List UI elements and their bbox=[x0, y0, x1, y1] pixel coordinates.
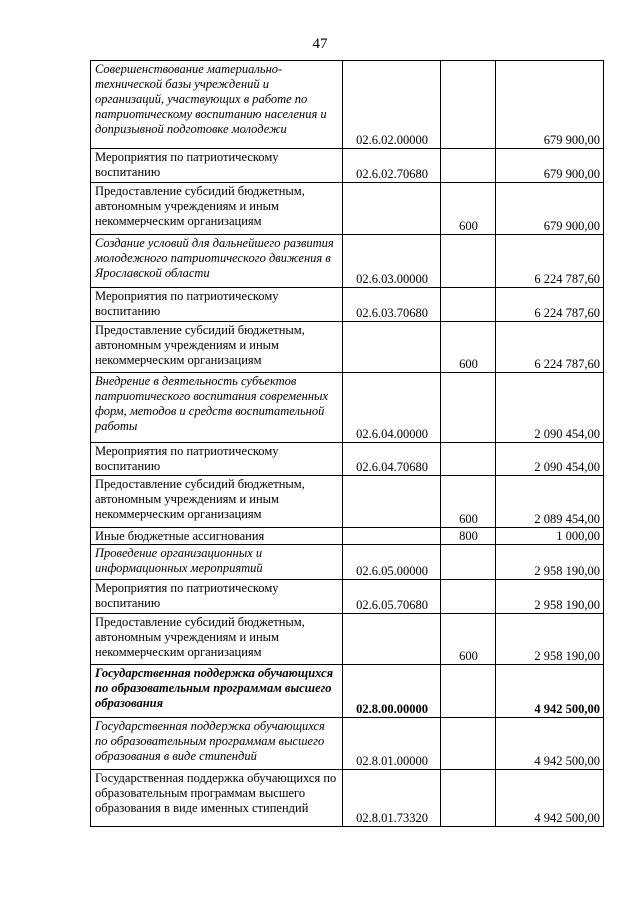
item-name-cell: Предоставление субсидий бюджетным, автономным учреждениям и иным некоммерческим организациям bbox=[91, 614, 343, 665]
table-row bbox=[91, 61, 604, 149]
amount-cell: 679 900,00 bbox=[496, 61, 604, 149]
table-row bbox=[91, 545, 604, 580]
expense-type-cell bbox=[441, 443, 496, 476]
budget-table-body bbox=[91, 61, 604, 827]
table-row bbox=[91, 718, 604, 770]
target-code-cell: 02.6.04.70680 bbox=[343, 443, 441, 476]
amount-cell: 2 090 454,00 bbox=[496, 373, 604, 443]
item-name-cell: Предоставление субсидий бюджетным, автономным учреждениям и иным некоммерческим организациям bbox=[91, 322, 343, 373]
table-row bbox=[91, 373, 604, 443]
amount-cell: 4 942 500,00 bbox=[496, 665, 604, 718]
item-name-cell: Предоставление субсидий бюджетным, автономным учреждениям и иным некоммерческим организациям bbox=[91, 476, 343, 528]
item-name-cell: Внедрение в деятельность субъектов патриотического воспитания современных форм, методов и средств воспитательной работы bbox=[91, 373, 343, 443]
item-name-cell: Создание условий для дальнейшего развития молодежного патриотического движения в Ярославской области bbox=[91, 235, 343, 288]
amount-cell: 2 090 454,00 bbox=[496, 443, 604, 476]
target-code-cell bbox=[343, 528, 441, 545]
target-code-cell bbox=[343, 476, 441, 528]
target-code-cell: 02.6.05.00000 bbox=[343, 545, 441, 580]
target-code-cell bbox=[343, 614, 441, 665]
target-code-cell bbox=[343, 322, 441, 373]
target-code-cell: 02.6.02.70680 bbox=[343, 149, 441, 183]
amount-cell: 2 958 190,00 bbox=[496, 614, 604, 665]
page-number: 47 bbox=[312, 36, 328, 52]
item-name-cell: Мероприятия по патриотическому воспитанию bbox=[91, 288, 343, 322]
table-row bbox=[91, 288, 604, 322]
target-code-cell: 02.6.03.00000 bbox=[343, 235, 441, 288]
table-row bbox=[91, 235, 604, 288]
expense-type-cell: 600 bbox=[441, 614, 496, 665]
target-code-cell: 02.6.05.70680 bbox=[343, 580, 441, 614]
table-row bbox=[91, 183, 604, 235]
table-row bbox=[91, 528, 604, 545]
item-name-cell: Мероприятия по патриотическому воспитанию bbox=[91, 149, 343, 183]
amount-cell: 679 900,00 bbox=[496, 183, 604, 235]
amount-cell: 4 942 500,00 bbox=[496, 770, 604, 827]
table-row bbox=[91, 476, 604, 528]
target-code-cell: 02.8.00.00000 bbox=[343, 665, 441, 718]
expense-type-cell bbox=[441, 718, 496, 770]
table-row bbox=[91, 322, 604, 373]
target-code-cell bbox=[343, 183, 441, 235]
item-name-cell: Предоставление субсидий бюджетным, автономным учреждениям и иным некоммерческим организациям bbox=[91, 183, 343, 235]
table-row bbox=[91, 443, 604, 476]
expense-type-cell: 600 bbox=[441, 183, 496, 235]
table-row bbox=[91, 149, 604, 183]
amount-cell: 2 958 190,00 bbox=[496, 545, 604, 580]
expense-type-cell bbox=[441, 545, 496, 580]
item-name-cell: Иные бюджетные ассигнования bbox=[91, 528, 343, 545]
amount-cell: 1 000,00 bbox=[496, 528, 604, 545]
target-code-cell: 02.8.01.73320 bbox=[343, 770, 441, 827]
item-name-cell: Государственная поддержка обучающихся по образовательным программам высшего образования в виде именных стипендий bbox=[91, 770, 343, 827]
budget-table bbox=[90, 60, 604, 827]
item-name-cell: Мероприятия по патриотическому воспитанию bbox=[91, 443, 343, 476]
expense-type-cell bbox=[441, 235, 496, 288]
expense-type-cell bbox=[441, 61, 496, 149]
expense-type-cell bbox=[441, 149, 496, 183]
target-code-cell: 02.6.02.00000 bbox=[343, 61, 441, 149]
item-name-cell: Государственная поддержка обучающихся по образовательным программам высшего образования в виде стипендий bbox=[91, 718, 343, 770]
target-code-cell: 02.6.03.70680 bbox=[343, 288, 441, 322]
expense-type-cell bbox=[441, 580, 496, 614]
amount-cell: 2 958 190,00 bbox=[496, 580, 604, 614]
amount-cell: 4 942 500,00 bbox=[496, 718, 604, 770]
expense-type-cell bbox=[441, 288, 496, 322]
item-name-cell: Совершенствование материально-технической базы учреждений и организаций, участвующих в работе по патриотическому воспитанию населения и допризывной подготовке молодежи bbox=[91, 61, 343, 149]
expense-type-cell: 800 bbox=[441, 528, 496, 545]
expense-type-cell: 600 bbox=[441, 322, 496, 373]
expense-type-cell bbox=[441, 373, 496, 443]
target-code-cell: 02.8.01.00000 bbox=[343, 718, 441, 770]
target-code-cell: 02.6.04.00000 bbox=[343, 373, 441, 443]
item-name-cell: Проведение организационных и информационных мероприятий bbox=[91, 545, 343, 580]
item-name-cell: Государственная поддержка обучающихся по образовательным программам высшего образования bbox=[91, 665, 343, 718]
amount-cell: 2 089 454,00 bbox=[496, 476, 604, 528]
table-row bbox=[91, 665, 604, 718]
table-row bbox=[91, 580, 604, 614]
expense-type-cell bbox=[441, 770, 496, 827]
expense-type-cell bbox=[441, 665, 496, 718]
amount-cell: 6 224 787,60 bbox=[496, 288, 604, 322]
table-row bbox=[91, 614, 604, 665]
amount-cell: 6 224 787,60 bbox=[496, 235, 604, 288]
amount-cell: 679 900,00 bbox=[496, 149, 604, 183]
amount-cell: 6 224 787,60 bbox=[496, 322, 604, 373]
item-name-cell: Мероприятия по патриотическому воспитанию bbox=[91, 580, 343, 614]
table-row bbox=[91, 770, 604, 827]
expense-type-cell: 600 bbox=[441, 476, 496, 528]
